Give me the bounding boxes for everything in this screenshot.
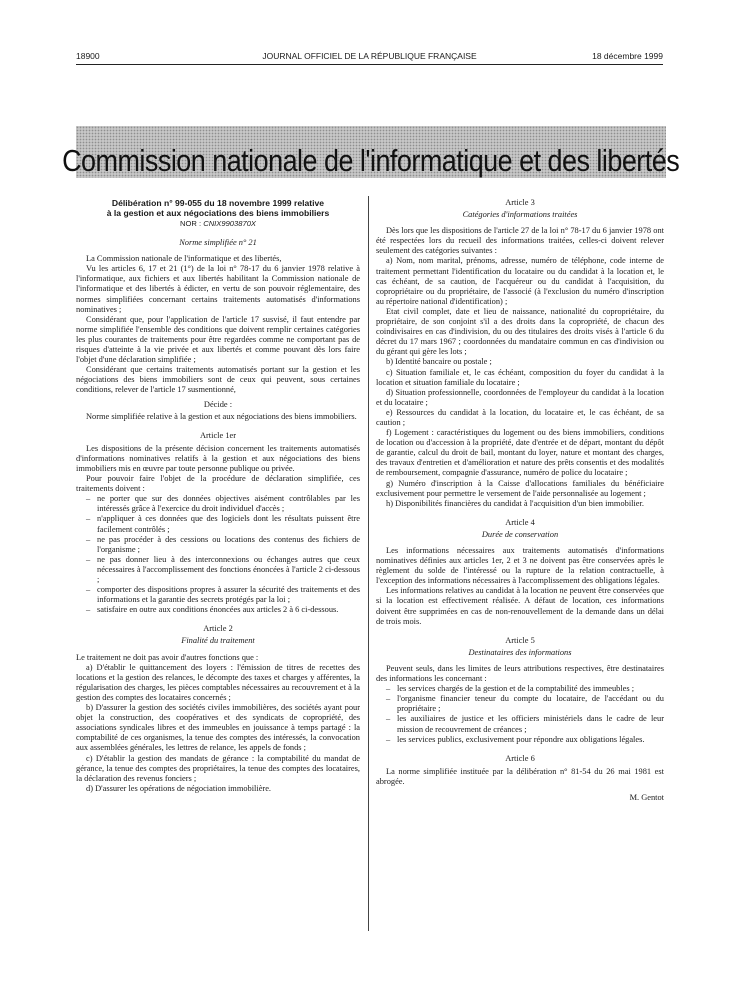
decide-paragraph: Norme simplifiée relative à la gestion et aux négociations des biens immobiliers. <box>86 411 357 421</box>
article-6-paragraph: La norme simplifiée instituée par la délibération n° 81-54 du 26 mai 1981 est abrogée. <box>376 766 664 786</box>
right-column <box>376 196 664 803</box>
article-2-item: b) D'assurer la gestion des sociétés civiles immobilières, des sociétés ayant pour objet la construction, des coopératives et des syndicats de copropriété, des associations syndicales libres et des immeubles en jouissance à temps partagé : la comptabilité de ces organismes, la tenue des comptes des intéressés, la convocation aux assemblées générales, les lettres de relance, les appels de fonds ; <box>76 703 360 753</box>
article-1-list <box>76 494 360 615</box>
list-item: – n'appliquer à ces données que des logiciels dont les résultats puissent être facilement contrôlés ; <box>76 514 360 534</box>
page-header <box>76 51 663 63</box>
article-3-item: g) Numéro d'inscription à la Caisse d'allocations familiales du bénéficiaire exclusivement pour permettre le versement de l'aide personnalisée au logement ; <box>376 478 664 498</box>
deliberation-title <box>76 198 360 218</box>
article-2-item: c) D'établir la gestion des mandats de gérance : la comptabilité du mandat de gérance, la tenue des comptes des propriétaires, la tenue des comptes des locataires, la déclaration des revenus fonciers ; <box>76 753 360 783</box>
intro-paragraph: Considérant que certains traitements automatisés portant sur la gestion et les négociations des biens immobiliers sont de ceux qui peuvent, sous certaines conditions, relever de l'article 17 susmentionné, <box>76 365 360 395</box>
list-item: – les services publics, exclusivement pour répondre aux obligations légales. <box>376 735 664 745</box>
signature: M. Gentot <box>629 792 664 802</box>
decide-heading: Décide : <box>203 399 233 409</box>
article-4-heading: Article 4 <box>505 517 535 527</box>
publication-date: 18 décembre 1999 <box>592 51 663 61</box>
article-4-subheading: Durée de conservation <box>481 529 559 539</box>
banner-title: Commission nationale de l'informatique et des libertés <box>62 143 680 178</box>
article-6-heading: Article 6 <box>505 753 535 763</box>
section-banner <box>62 126 680 178</box>
intro-paragraph: Considérant que, pour l'application de l'article 17 susvisé, il faut entendre par norme simplifiée l'ensemble des conditions que doivent remplir certaines catégories les plus courantes de traitements pour être regardées comme ne comportant pas de risques d'atteinte à la vie privée et aux libertés et comme pouvant dès lors faire l'objet d'une déclaration simplifiée ; <box>76 314 360 365</box>
article-5-heading: Article 5 <box>505 635 535 645</box>
header-rule <box>76 64 663 65</box>
list-item: – les auxiliaires de justice et les officiers ministériels dans le cadre de leur mission de recouvrement de créances ; <box>376 714 664 734</box>
list-item: – comporter des dispositions propres à assurer la sécurité des traitements et des informations et la garantie des secrets protégés par la loi ; <box>76 585 360 605</box>
page-number: 18900 <box>76 51 100 61</box>
list-item: – satisfaire en outre aux conditions énoncées aux articles 2 à 6 ci-dessous. <box>76 605 360 615</box>
article-1-paragraph: Les dispositions de la présente décision concernent les traitements automatisés d'informations nominatives relatifs à la gestion et aux négociations des biens immobiliers mis en œuvre par toute personne publique ou privée. <box>76 443 360 473</box>
nor-reference <box>76 219 360 229</box>
journal-title: JOURNAL OFFICIEL DE LA RÉPUBLIQUE FRANÇAISE <box>262 51 477 61</box>
article-3-heading: Article 3 <box>505 198 535 207</box>
nor-label: NOR : <box>179 219 202 228</box>
norme-title: Norme simplifiée n° 21 <box>179 238 257 248</box>
article-3-item: e) Ressources du candidat à la location, du locataire et, le cas échéant, de sa caution ; <box>376 407 664 427</box>
list-item: – ne porter que sur des données objectives aisément contrôlables par les intéressés grâce à l'exercice du droit individuel d'accès ; <box>76 494 360 514</box>
article-3-item: Etat civil complet, date et lieu de naissance, nationalité du copropriétaire, du propriétaire, de son conjoint s'il a des droits dans la copropriété, de chacun des coindivisaires en cas d'indivision, du ou des titulaires des droits visés à l'article 6 du décret du 17 mars 1967 ; coordonnées du mandataire commun en cas d'indivision ou du gérant qui gère les lots ; <box>376 306 664 357</box>
intro-paragraph: La Commission nationale de l'informatique et des libertés, <box>86 254 282 264</box>
article-2-item: a) D'établir le quittancement des loyers : l'émission de titres de recettes des locations et la gestion des relances, le décompte des taxes et charges y afférentes, la régularisation des charges, les pièces comptables nécessaires au recouvrement et à la gestion des comptes des locataires concernés ; <box>76 662 360 702</box>
deliberation-title-line-1: Délibération n° 99-055 du 18 novembre 1999 relative <box>111 198 325 208</box>
article-3-item: b) Identité bancaire ou postale ; <box>386 357 492 367</box>
article-3-subheading: Catégories d'informations traitées <box>462 210 578 220</box>
article-2-item: d) D'assurer les opérations de négociation immobilière. <box>86 783 272 793</box>
list-item: – les services chargés de la gestion et de la comptabilité des immeubles ; <box>376 684 664 694</box>
article-3-item: c) Situation familiale et, le cas échéant, composition du foyer du candidat à la location et situation familiale du locataire ; <box>376 367 664 387</box>
article-4-paragraph: Les informations relatives au candidat à la location ne peuvent être conservées que si la location est effectivement réalisée. A défaut de location, ces informations doivent être supprimées en cas de non-renouvellement de la demande dans un délai de trois mois. <box>376 586 664 626</box>
article-2-subheading: Finalité du traitement <box>181 636 255 646</box>
article-3-item: a) Nom, nom marital, prénoms, adresse, numéro de téléphone, code interne de traitement permettant l'identification du locataire ou du candidat à la location et, le cas échéant, de sa caution, de l'acquéreur ou du candidat à l'acquisition, du copropriétaire ou du propriétaire, de l'associé (à l'exclusion du numéro d'inscription au répertoire national d'identification) ; <box>376 256 664 306</box>
article-3-item: d) Situation professionnelle, coordonnées de l'employeur du candidat à la location et du locataire ; <box>376 387 664 407</box>
article-5-subheading: Destinataires des informations <box>468 647 572 657</box>
article-3-item: f) Logement : caractéristiques du logement ou des biens immobiliers, conditions de location ou d'accession à la propriété, date d'entrée et de départ, montant du dépôt de garantie, calcul du droit de bail, montant du loyer, nature et montant des charges, des travaux d'entretien et d'amélioration et nature des prêts consentis et des modalités de remboursement, compagnie d'assurance, numéro de police du locataire ; <box>376 428 664 478</box>
article-4-paragraph: Les informations nécessaires aux traitements automatisés d'informations nominatives définies aux articles 1er, 2 et 3 ne doivent pas être conservées après le règlement du solde de l'intéressé ou la rupture de la relation contractuelle, à l'exception des informations nécessaires à l'accomplissement des obligations légales. <box>376 546 664 586</box>
article-3-intro: Dès lors que les dispositions de l'article 27 de la loi n° 78-17 du 6 janvier 1978 ont été respectées lors du recueil des informations traitées, celles-ci doivent relever seulement des catégories suivantes : <box>376 226 664 256</box>
article-5-intro: Peuvent seuls, dans les limites de leurs attributions respectives, être destinataires des informations les concernant : <box>376 663 664 684</box>
article-5-list <box>376 684 664 745</box>
list-item: – ne pas procéder à des cessions ou locations des contenus des fichiers de l'organisme ; <box>76 535 360 555</box>
column-divider <box>368 196 369 931</box>
left-column <box>76 196 360 794</box>
deliberation-title-line-2: à la gestion et aux négociations des biens immobiliers <box>106 208 330 218</box>
nor-code: CNIX9903870X <box>203 219 256 228</box>
article-3-item: h) Disponibilités financières du candidat à l'acquisition d'un bien immobilier. <box>386 498 644 508</box>
article-2-heading: Article 2 <box>203 624 233 634</box>
list-item: – l'organisme financier teneur du compte du locataire, de l'accédant ou du propriétaire ; <box>376 694 664 714</box>
article-2-intro: Le traitement ne doit pas avoir d'autres fonctions que : <box>76 652 259 662</box>
article-1-paragraph: Pour pouvoir faire l'objet de la procédure de déclaration simplifiée, ces traitements doivent : <box>76 474 360 494</box>
list-item: – ne pas donner lieu à des interconnexions ou échanges autres que ceux nécessaires à l'accomplissement des fonctions énoncées à l'article 2 ci-dessous ; <box>76 555 360 585</box>
intro-paragraph: Vu les articles 6, 17 et 21 (1°) de la loi n° 78-17 du 6 janvier 1978 relative à l'informatique, aux fichiers et aux libertés habilitant la Commission nationale de l'informatique et des libertés à édicter, en vertu de son pouvoir réglementaire, des normes simplifiées concernant certains traitements automatisés d'informations nominatives ; <box>76 264 360 314</box>
article-1-heading: Article 1er <box>199 430 237 440</box>
